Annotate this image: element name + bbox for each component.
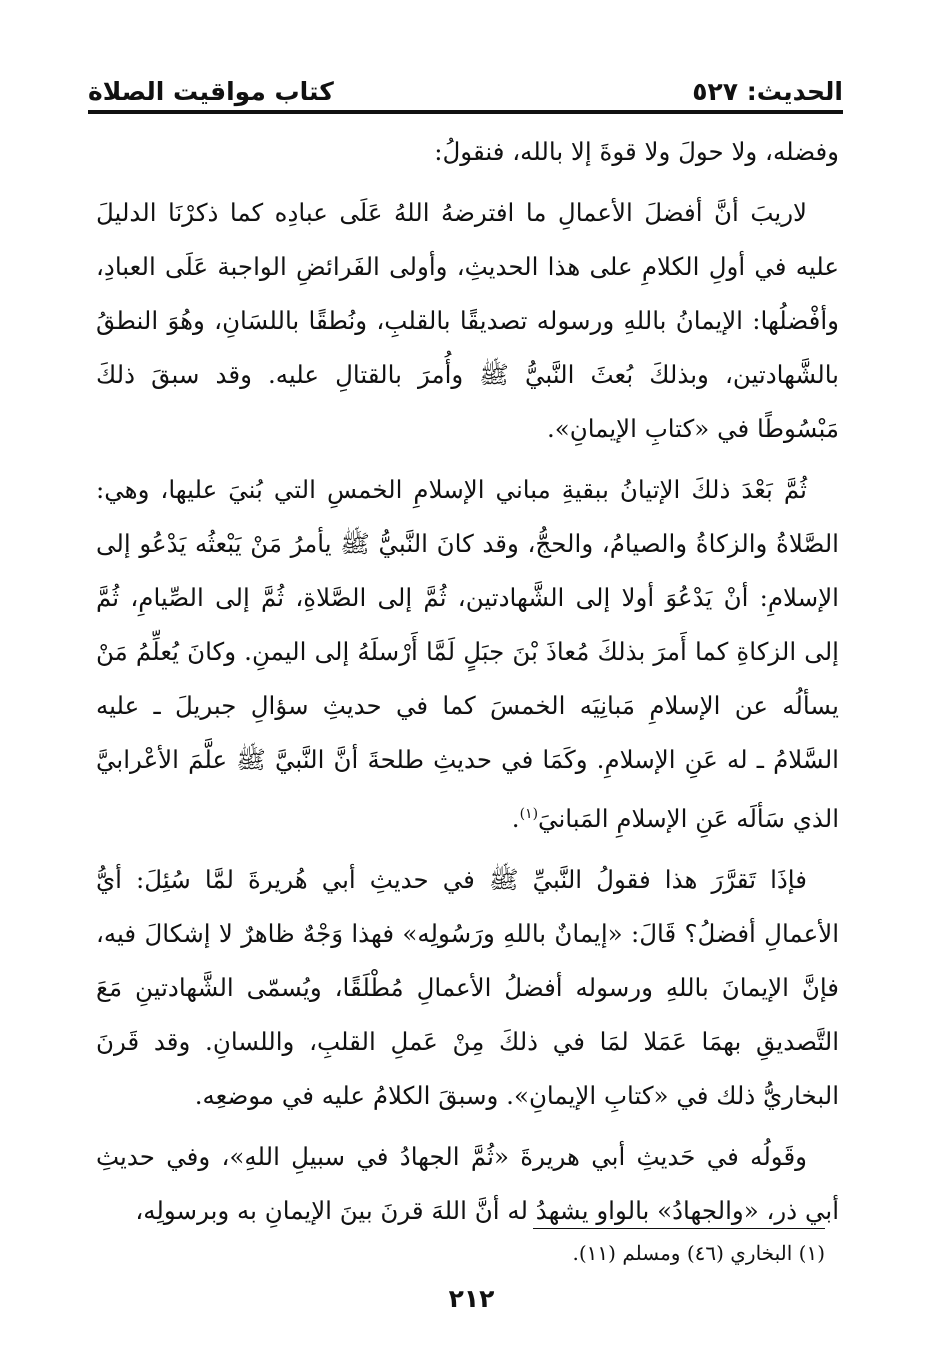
book-title: كتاب مواقيت الصلاة	[88, 77, 334, 106]
paragraph-2: لاريبَ أنَّ أفضلَ الأعمالِ ما افترضهُ اللهُ عَلَى عبادِه كما ذكرْنَا الدليلَ عليه في أولِ الكلامِ على هذا الحديثِ، وأولى الفَرائضِ الواجبة عَلَى العبادِ، وأفْضلُها: الإيمانُ باللهِ ورسوله تصديقًا بالقلبِ، ونُطقًا باللسَانِ، وهُوَ النطقُ بالشَّهادتين، وبذلكَ بُعثَ النَّبيُّ ﷺ وأُمرَ بالقتالِ عليه. وقد سبقَ ذلكَ مَبْسُوطًا في «كتابِ الإيمانِ».	[96, 198, 839, 443]
footnote: (١) البخاري (٤٦) ومسلم (١١).	[572, 1241, 825, 1265]
paragraph-4: فإذَا تَقرَّرَ هذا فقولُ النَّبيِّ ﷺ في حديثِ أبي هُريرةَ لمَّا سُئِلَ: أيُّ الأعمالِ أفضلُ؟ قَالَ: «إيمانٌ باللهِ ورَسُولِه» فهذا وَجْهٌ ظاهرٌ لا إشكالَ فيه، فإنَّ الإيمانَ باللهِ ورسوله أفضلُ الأعمالِ مُطْلَقًا، ويُسمّى الشَّهادتينِ مَعَ التَّصديقِ بهمَا عَمَلا لمَا في ذلكَ مِنْ عَملِ القلبِ، واللسانِ. وقد قَرنَ البخاريُّ ذلك في «كتابِ الإيمانِ». وسبقَ الكلامُ عليه في موضعِه.	[96, 865, 839, 1111]
running-header	[88, 66, 843, 106]
paragraph-5: وقَولُه في حَديثِ أبي هريرةَ «ثُمَّ الجهادُ في سبيلِ اللهِ»، وفي حديثِ أبي ذر، «والجهادُ» بالواو يشهدُ له أنَّ اللهَ قرنَ بينَ الإيمانِ به وبرسولِه،	[96, 1142, 839, 1226]
paragraph-1: وفضله، ولا حولَ ولا قوةَ إلا بالله، فنقولُ:	[434, 137, 839, 166]
hadith-number-label: الحديث: ٥٢٧	[692, 77, 843, 106]
paragraph-3: ثُمَّ بَعْدَ ذلكَ الإتيانُ ببقيةِ مباني الإسلامِ الخمسِ التي بُنيَ عليها، وهي: الصَّلاةُ والزكاةُ والصيامُ، والحجُّ، وقد كانَ النَّبيُّ ﷺ يأمرُ مَنْ يَبْعثُه يَدْعُو إلى الإسلامِ: أنْ يَدْعُوَ أولا إلى الشَّهادتين، ثُمَّ إلى الصَّلاةِ، ثُمَّ إلى الصِّيامِ، ثُمَّ إلى الزكاةِ كما أَمرَ بذلكَ مُعاذَ بْنَ جبَلٍ لَمَّا أَرْسلَهُ إلى اليمنِ. وكانَ يُعلِّمُ مَنْ يسألُه عن الإسلامِ مَبانِيَه الخمسَ كما في حديثِ سؤالِ جبريلَ ـ عليه السَّلامُ ـ له عَنِ الإسلامِ. وكَمَا في حديثِ طلحةَ أنَّ النَّبيَّ ﷺ علَّمَ الأعْرابيَّ الذي سَألَه عَنِ الإسلامِ المَبانيَ$^{(١)}$.	[96, 475, 839, 834]
header-rule	[88, 110, 843, 114]
page-number: ٢١٢	[448, 1284, 495, 1313]
footnote-marker: (١)	[519, 806, 539, 822]
paragraph-3-text: ثُمَّ بَعْدَ ذلكَ الإتيانُ ببقيةِ مباني الإسلامِ الخمسِ التي بُنيَ عليها، وهي: الصَّلاةُ والزكاةُ والصيامُ، والحجُّ، وقد كانَ النَّبيُّ ﷺ يأمرُ مَنْ يَبْعثُه يَدْعُو إلى الإسلامِ: أنْ يَدْعُوَ أولا إلى الشَّهادتين، ثُمَّ إلى الصَّلاةِ، ثُمَّ إلى الصِّيامِ، ثُمَّ إلى الزكاةِ كما أَمرَ بذلكَ مُعاذَ بْنَ جبَلٍ لَمَّا أَرْسلَهُ إلى اليمنِ. وكانَ يُعلِّمُ مَنْ يسألُه عن الإسلامِ مَبانِيَه الخمسَ كما في حديثِ سؤالِ جبريلَ ـ عليه السَّلامُ ـ له عَنِ الإسلامِ. وكَمَا في حديثِ طلحةَ أنَّ النَّبيَّ ﷺ علَّمَ الأعْرابيَّ الذي سَألَه عَنِ الإسلامِ المَبانيَ	[96, 475, 839, 834]
main-text	[96, 125, 839, 1245]
footnote-rule	[533, 1228, 825, 1229]
